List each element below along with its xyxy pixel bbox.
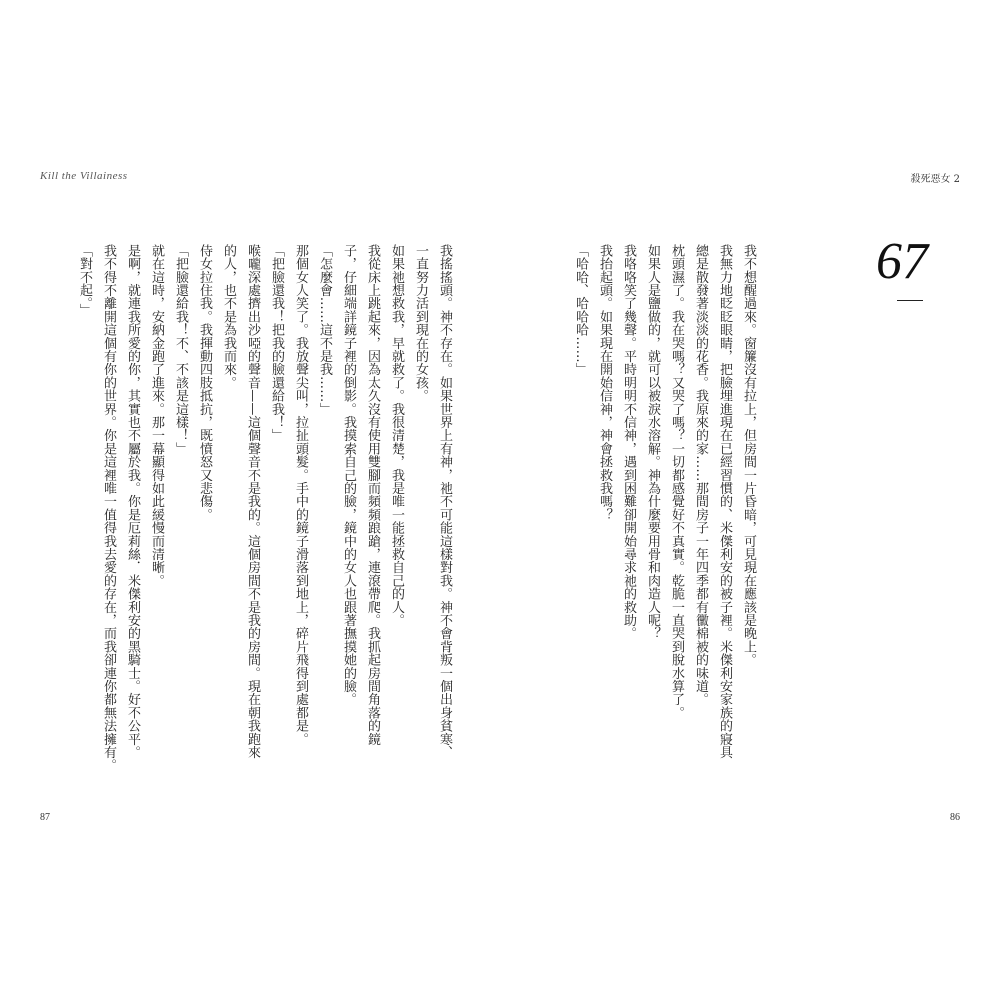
text-line: 「對不起。」 bbox=[77, 244, 92, 317]
text-line: 我不得不離開這個有你的世界。你是這裡唯一值得我去愛的存在，而我卻連你都無法擁有。 bbox=[101, 244, 116, 772]
text-line: 枕頭濕了。我在哭嗎？又哭了嗎？一切都感覺好不真實。乾脆一直哭到脫水算了。 bbox=[669, 244, 684, 720]
left-page-text bbox=[72, 244, 456, 772]
text-line: 「把臉還我！把我的臉還給我！」 bbox=[269, 244, 284, 442]
text-line: 如果人是鹽做的，就可以被淚水溶解。神為什麼要用骨和肉造人呢？ bbox=[645, 244, 660, 640]
text-line: 「把臉還給我！不、不該是這樣！」 bbox=[173, 244, 188, 456]
text-line: 子，仔細端詳鏡子裡的倒影。我摸索自己的臉，鏡中的女人也跟著撫摸她的臉。 bbox=[341, 244, 356, 706]
text-line: 喉嚨深處擠出沙啞的聲音——這個聲音不是我的。這個房間不是我的房間。現在朝我跑來 bbox=[245, 244, 260, 759]
chapter-rule bbox=[897, 300, 923, 301]
text-line: 我抬起頭。如果現在開始信神，神會拯救我嗎？ bbox=[597, 244, 612, 522]
text-line: 我搖搖頭。神不存在。如果世界上有神，祂不可能這樣對我。神不會背叛一個出身貧寒、 bbox=[437, 244, 452, 759]
right-page-text bbox=[568, 244, 760, 759]
text-line: 我咯咯笑了幾聲。平時明明不信神，遇到困難卻開始尋求祂的救助。 bbox=[621, 244, 636, 640]
text-line: 「哈哈、哈哈哈……」 bbox=[573, 244, 588, 376]
text-line: 總是散發著淡淡的花香。我原來的家……那間房子一年四季都有黴棉被的味道。 bbox=[693, 244, 708, 706]
running-head-right: 殺死惡女 2 bbox=[910, 174, 960, 185]
text-line: 侍女拉住我。我揮動四肢抵抗，既憤怒又悲傷。 bbox=[197, 244, 212, 522]
text-line: 就在這時，安納金跑了進來。那一幕顯得如此緩慢而清晰。 bbox=[149, 244, 164, 588]
running-head-left: Kill the Villainess bbox=[40, 170, 128, 182]
text-line: 「怎麼會……這不是我……」 bbox=[317, 244, 332, 416]
page-number-right: 86 bbox=[950, 812, 960, 823]
page-number-left: 87 bbox=[40, 812, 50, 823]
text-line: 我從床上跳起來，因為太久沒有使用雙腳而頻頻踉蹌，連滾帶爬。我抓起房間角落的鏡 bbox=[365, 244, 380, 746]
text-line: 是啊，就連我所愛的你，其實也不屬於我。你是厄莉絲．米傑利安的黑騎士。好不公平。 bbox=[125, 244, 140, 759]
text-line: 的人，也不是為我而來。 bbox=[221, 244, 236, 390]
text-line: 那個女人笑了。我放聲尖叫，拉扯頭髮。手中的鏡子滑落到地上，碎片飛得到處都是。 bbox=[293, 244, 308, 746]
text-line: 一直努力活到現在的女孩。 bbox=[413, 244, 428, 403]
chapter-number: 67 bbox=[876, 233, 928, 290]
text-line: 如果祂想救我，早就救了。我很清楚，我是唯一能拯救自己的人。 bbox=[389, 244, 404, 627]
text-line: 我無力地眨眨眼睛，把臉埋進現在已經習慣的、米傑利安的被子裡。米傑利安家族的寢具 bbox=[717, 244, 732, 759]
text-line: 我不想醒過來。窗簾沒有拉上，但房間一片昏暗，可見現在應該是晚上。 bbox=[741, 244, 756, 667]
